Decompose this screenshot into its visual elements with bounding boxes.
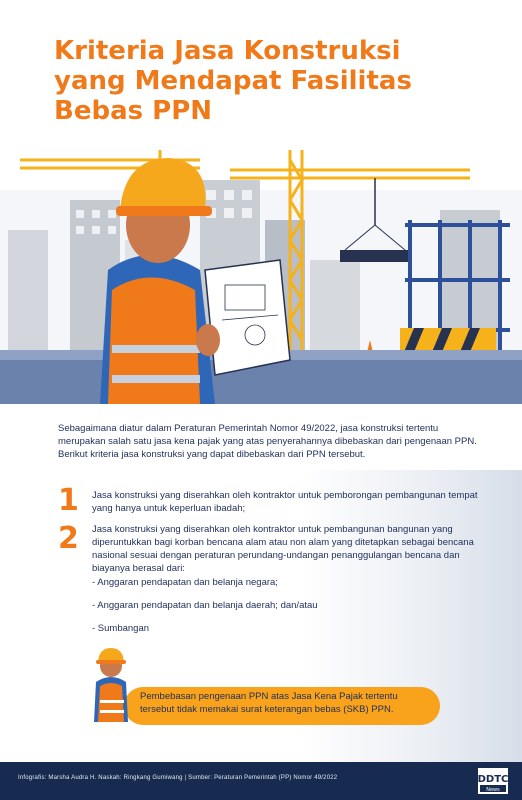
sub-item-sumbangan: - Sumbangan <box>92 623 150 634</box>
footer-credits: Infografis: Marsha Audra H. Naskah: Ringkang Gumiwang | Sumber: Peraturan Pemerintah (PP) Nomor 49/2022 <box>18 775 338 781</box>
hero-illustration <box>0 150 522 404</box>
background-photo <box>300 470 522 790</box>
intro-paragraph: Sebagaimana diatur dalam Peraturan Pemerintah Nomor 49/2022, jasa konstruksi tertentu merupakan salah satu jasa kena pajak yang atas penyerahannya dibebaskan dari pengenaan PPN. Berikut kriteria jasa konstruksi yang dapat dibebaskan dari PPN tersebut. <box>58 423 477 460</box>
criteria-number-2: 2 <box>58 521 79 556</box>
worker-icon <box>86 642 136 726</box>
criteria-number-1: 1 <box>58 483 79 518</box>
sub-item-apbd: - Anggaran pendapatan dan belanja daerah; dan/atau <box>92 600 318 611</box>
title-line-2: yang Mendapat Fasilitas <box>54 66 412 96</box>
ddtc-logo <box>478 768 508 794</box>
footer-bar <box>0 762 522 800</box>
construction-scene-image <box>0 150 522 404</box>
callout-text: Pembebasan pengenaan PPN atas Jasa Kena Pajak tertentu tersebut tidak memakai surat keterangan bebas (SKB) PPN. <box>140 691 398 715</box>
svg-text:News: News <box>486 787 500 793</box>
page-title <box>54 36 494 126</box>
criteria-text-2: Jasa konstruksi yang diserahkan oleh kontraktor untuk pembangunan bangunan yang diperuntukkan bagi korban bencana alam atau non alam yang ditetapkan sebagai bencana nasional sesuai dengan peraturan perundang-undangan penanggulangan bencana dan biayanya berasal dari: <box>92 524 474 574</box>
title-line-1: Kriteria Jasa Konstruksi <box>54 36 401 66</box>
title-line-3: Bebas PPN <box>54 96 213 126</box>
svg-text:DDTC: DDTC <box>478 774 508 785</box>
sub-item-apbn: - Anggaran pendapatan dan belanja negara; <box>92 577 278 588</box>
criteria-text-1: Jasa konstruksi yang diserahkan oleh kontraktor untuk pemborongan pembangunan tempat yang hanya untuk keperluan ibadah; <box>92 490 478 514</box>
